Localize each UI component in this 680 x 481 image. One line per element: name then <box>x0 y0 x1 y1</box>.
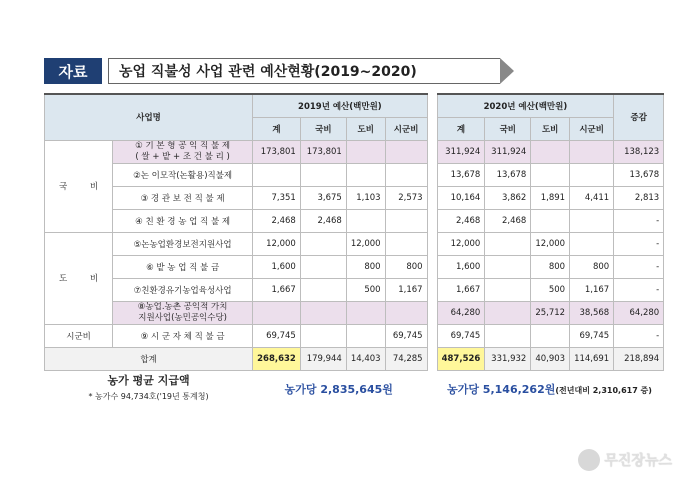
table-cell: - <box>614 232 664 255</box>
table-cell <box>346 324 385 347</box>
table-cell <box>485 255 531 278</box>
program-name: ⑨ 시 군 자 체 직 불 금 <box>113 324 253 347</box>
average-2020-note: (전년대비 2,310,617 증) <box>555 386 652 396</box>
program-name: ②논 이모작(논활용)직불제 <box>113 163 253 186</box>
watermark-icon <box>578 449 600 471</box>
total-label: 합계 <box>45 347 253 370</box>
table-cell: 173,801 <box>300 140 346 163</box>
title-tag: 자료 <box>44 58 102 84</box>
table-cell: 800 <box>531 255 570 278</box>
total-cell: 218,894 <box>614 347 664 370</box>
table-cell: 1,103 <box>346 186 385 209</box>
table-cell: 12,000 <box>437 232 485 255</box>
table-cell <box>570 209 614 232</box>
table-cell: 69,745 <box>570 324 614 347</box>
total-cell: 179,944 <box>300 347 346 370</box>
header-sub: 계 <box>253 117 301 140</box>
header-sub: 국비 <box>300 117 346 140</box>
header-sub: 국비 <box>485 117 531 140</box>
program-name: ⑥ 밭 농 업 직 불 금 <box>113 255 253 278</box>
table-cell: 800 <box>385 255 427 278</box>
table-cell <box>385 163 427 186</box>
table-cell <box>385 209 427 232</box>
table-cell <box>300 278 346 301</box>
watermark <box>578 449 672 471</box>
header-change: 증감 <box>614 94 664 140</box>
page-title: 농업 직불성 사업 관련 예산현황(2019~2020) <box>108 58 500 84</box>
group-national: 국 비 <box>45 140 113 232</box>
program-name: ① 기 본 형 공 익 직 불 제 ( 쌀 + 밭 + 조 건 불 리 ) <box>113 140 253 163</box>
table-cell: 311,924 <box>437 140 485 163</box>
total-cell: 40,903 <box>531 347 570 370</box>
table-cell: 1,600 <box>253 255 301 278</box>
watermark-text: 무진장뉴스 <box>604 453 672 469</box>
table-cell <box>385 301 427 324</box>
program-name: ⑧농업.농촌 공익적 가치 지원사업(농민공익수당) <box>113 301 253 324</box>
header-sub: 시군비 <box>385 117 427 140</box>
table-cell: 13,678 <box>614 163 664 186</box>
table-cell: 3,675 <box>300 186 346 209</box>
table-cell: 69,745 <box>253 324 301 347</box>
table-cell <box>300 301 346 324</box>
table-cell <box>570 232 614 255</box>
table-cell: 800 <box>346 255 385 278</box>
total-cell: 114,691 <box>570 347 614 370</box>
header-2019: 2019년 예산(백만원) <box>253 94 427 117</box>
total-cell: 268,632 <box>253 347 301 370</box>
table-cell <box>385 140 427 163</box>
program-name: ⑤논농업환경보전지원사업 <box>113 232 253 255</box>
table-cell <box>253 163 301 186</box>
average-2020: 농가당 5,146,262원(전년대비 2,310,617 증) <box>447 383 652 397</box>
header-sub: 계 <box>437 117 485 140</box>
table-cell <box>485 324 531 347</box>
table-cell <box>346 163 385 186</box>
program-name: ③ 경 관 보 전 직 불 제 <box>113 186 253 209</box>
table-cell: 38,568 <box>570 301 614 324</box>
table-cell <box>485 301 531 324</box>
table-cell: 1,167 <box>570 278 614 301</box>
table-cell: 4,411 <box>570 186 614 209</box>
table-cell: 12,000 <box>253 232 301 255</box>
table-cell <box>570 140 614 163</box>
table-cell: 500 <box>531 278 570 301</box>
table-cell: 69,745 <box>385 324 427 347</box>
table-cell: 2,468 <box>437 209 485 232</box>
program-name: ④ 친 환 경 농 업 직 불 제 <box>113 209 253 232</box>
table-cell: 25,712 <box>531 301 570 324</box>
table-cell: 1,667 <box>253 278 301 301</box>
farm-count-note: * 농가수 94,734호('19년 통계청) <box>88 392 209 402</box>
program-name: ⑦친환경유기농업육성사업 <box>113 278 253 301</box>
table-cell <box>531 324 570 347</box>
table-cell <box>531 163 570 186</box>
table-cell <box>385 232 427 255</box>
table-cell <box>346 301 385 324</box>
table-cell: 1,167 <box>385 278 427 301</box>
table-cell <box>300 255 346 278</box>
table-cell: 2,468 <box>253 209 301 232</box>
table-cell: 13,678 <box>437 163 485 186</box>
group-city: 시군비 <box>45 324 113 347</box>
table-cell: - <box>614 255 664 278</box>
table-cell: 138,123 <box>614 140 664 163</box>
total-cell: 14,403 <box>346 347 385 370</box>
header-sub: 도비 <box>531 117 570 140</box>
table-cell: 3,862 <box>485 186 531 209</box>
table-cell: 13,678 <box>485 163 531 186</box>
table-cell <box>570 163 614 186</box>
table-cell: 12,000 <box>346 232 385 255</box>
total-cell: 74,285 <box>385 347 427 370</box>
table-cell: - <box>614 209 664 232</box>
table-cell: 10,164 <box>437 186 485 209</box>
table-cell <box>300 324 346 347</box>
table-cell: 64,280 <box>614 301 664 324</box>
average-2019: 농가당 2,835,645원 <box>284 383 393 397</box>
table-cell: 69,745 <box>437 324 485 347</box>
header-program: 사업명 <box>45 94 253 140</box>
budget-table <box>44 93 664 408</box>
table-cell: 12,000 <box>531 232 570 255</box>
table-cell <box>346 209 385 232</box>
header-sub: 도비 <box>346 117 385 140</box>
table-cell: 1,667 <box>437 278 485 301</box>
table-cell: 64,280 <box>437 301 485 324</box>
table-cell <box>253 301 301 324</box>
table-cell: - <box>614 278 664 301</box>
total-cell: 331,932 <box>485 347 531 370</box>
table-cell: 7,351 <box>253 186 301 209</box>
table-cell: 1,891 <box>531 186 570 209</box>
table-cell: 2,468 <box>300 209 346 232</box>
table-cell: 2,813 <box>614 186 664 209</box>
table-cell: - <box>614 324 664 347</box>
table-cell <box>485 232 531 255</box>
table-cell: 500 <box>346 278 385 301</box>
table-cell <box>300 232 346 255</box>
table-cell: 1,600 <box>437 255 485 278</box>
total-cell: 487,526 <box>437 347 485 370</box>
table-cell: 173,801 <box>253 140 301 163</box>
group-province: 도 비 <box>45 232 113 324</box>
header-sub: 시군비 <box>570 117 614 140</box>
table-cell <box>346 140 385 163</box>
header-2020: 2020년 예산(백만원) <box>437 94 614 117</box>
table-cell <box>531 140 570 163</box>
table-cell: 2,573 <box>385 186 427 209</box>
table-cell <box>300 163 346 186</box>
table-cell: 311,924 <box>485 140 531 163</box>
table-cell <box>531 209 570 232</box>
average-label: 농가 평균 지급액 * 농가수 94,734호('19년 통계청) <box>45 370 253 408</box>
title-bar <box>44 58 500 84</box>
table-cell: 800 <box>570 255 614 278</box>
table-cell <box>485 278 531 301</box>
table-cell: 2,468 <box>485 209 531 232</box>
